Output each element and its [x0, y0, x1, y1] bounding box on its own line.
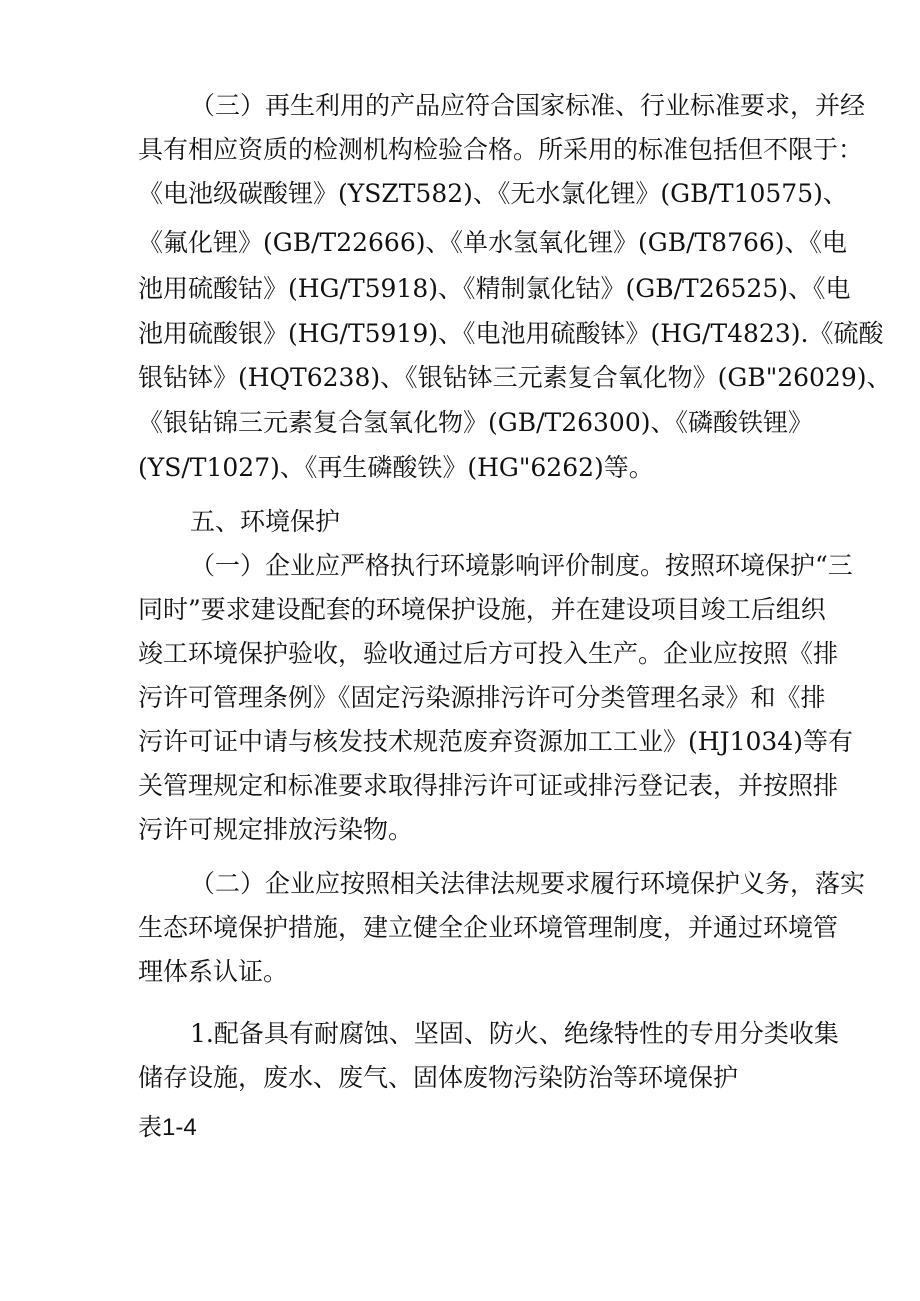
paragraph-3-line-3: 《电池级碳酸锂》(YSZT582)、《无水氯化锂》(GB/T10575)、 [138, 179, 848, 208]
paragraph-3-line-4: 《氟化锂》(GB/T22666)、《单水氢氧化锂》(GB/T8766)、《电 [138, 228, 848, 257]
paragraph-env-1-line-4: 污许可管理条例》《固定污染源排污许可分类管理名录》和《排 [138, 683, 826, 712]
paragraph-3-line-1: （三）再生利用的产品应符合国家标准、行业标准要求，并经 [190, 91, 866, 120]
paragraph-env-1-line-7: 污许可规定排放污染物。 [138, 815, 414, 844]
paragraph-3-line-7: 银钻钵》(HQT6238)、《银钻钵三元素复合氧化物》(GB"26029)、 [138, 363, 892, 392]
paragraph-env-1-line-6: 关管理规定和标准要求取得排污许可证或排污登记表，并按照排 [138, 771, 839, 800]
paragraph-env-1-line-1: （一）企业应严格执行环境影响评价制度。按照环境保护“三 [190, 551, 853, 580]
paragraph-3-line-6: 池用硫酸银》(HG/T5919)、《电池用硫酸钵》(HG/T4823).《硫酸 [138, 319, 884, 348]
paragraph-3-line-9: (YS/T1027)、《再生磷酸铁》(HG"6262)等。 [138, 453, 654, 482]
table-label: 表1-4 [138, 1114, 197, 1141]
paragraph-env-1-line-2: 同时”要求建设配套的环境保护设施，并在建设项目竣工后组织 [138, 595, 826, 624]
paragraph-env-2-line-2: 生态环境保护措施，建立健全企业环境管理制度，并通过环境管 [138, 913, 839, 942]
paragraph-env-1-line-3: 竣工环境保护验收，验收通过后方可投入生产。企业应按照《排 [138, 639, 839, 668]
paragraph-item-1-line-1: 1.配备具有耐腐蚀、坚固、防火、绝缘特性的专用分类收集 [190, 1019, 839, 1048]
paragraph-env-2-line-3: 理体系认证。 [138, 957, 289, 986]
paragraph-env-2-line-1: （二）企业应按照相关法律法规要求履行环境保护义务，落实 [190, 869, 866, 898]
paragraph-3-line-8: 《银钻锦三元素复合氢氧化物》(GB/T26300)、《磷酸铁锂》 [138, 408, 813, 437]
paragraph-3-line-2: 具有相应资质的检测机构检验合格。所采用的标准包括但不限于： [138, 135, 864, 164]
paragraph-3-line-5: 池用硫酸钴》(HG/T5918)、《精制氯化钴》(GB/T26525)、《电 [138, 274, 851, 303]
paragraph-item-1-line-2: 储存设施，废水、废气、固体废物污染防治等环境保护 [138, 1063, 739, 1092]
section-5-heading: 五、环境保护 [190, 507, 341, 536]
paragraph-env-1-line-5: 污许可证中请与核发技术规范废弃资源加工工业》(HJ1034)等有 [138, 727, 853, 756]
